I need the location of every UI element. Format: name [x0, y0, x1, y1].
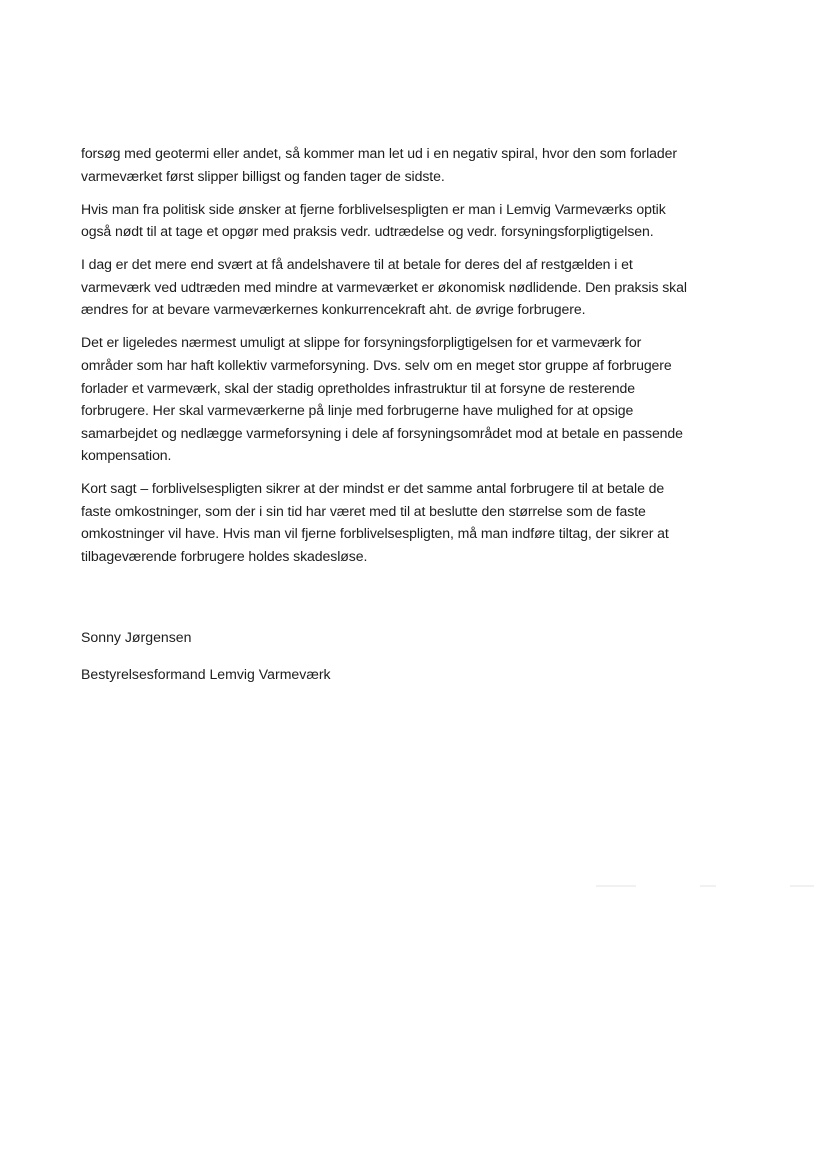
text-line: samarbejdet og nedlægge varmeforsyning i dele af forsyningsområdet mod at betale en passende: [81, 424, 683, 441]
paragraph-5: [81, 477, 741, 567]
text-line: områder som har haft kollektiv varmeforsyning. Dvs. selv om en meget stor gruppe af forbrugere: [81, 356, 672, 373]
text-line: Hvis man fra politisk side ønsker at fjerne forblivelsespligten er man i Lemvig Varmeværks optik: [81, 200, 666, 217]
text-line: faste omkostninger, som der i sin tid har været med til at beslutte den størrelse som de faste: [81, 502, 646, 519]
text-line: omkostninger vil have. Hvis man vil fjerne forblivelsespligten, må man indføre tiltag, der sikrer at: [81, 525, 669, 542]
signature-name: Sonny Jørgensen: [81, 629, 192, 645]
text-line: også nødt til at tage et opgør med praksis vedr. udtrædelse og vedr. forsyningsforpligtigelsen.: [81, 223, 654, 240]
paragraph-3: [81, 253, 741, 321]
signature-title: Bestyrelsesformand Lemvig Varmeværk: [81, 666, 331, 682]
text-line: tilbageværende forbrugere holdes skadesløse.: [81, 548, 368, 565]
scan-artifact: [790, 885, 814, 887]
paragraph-2: [81, 198, 741, 243]
text-line: kompensation.: [81, 447, 172, 464]
text-line: forlader et varmeværk, skal der stadig opretholdes infrastruktur til at forsyne de resterende: [81, 379, 635, 396]
letter-body: [81, 142, 741, 578]
text-line: forbrugere. Her skal varmeværkerne på linje med forbrugerne have mulighed for at opsige: [81, 402, 634, 419]
scan-artifact: [700, 885, 716, 887]
text-line: I dag er det mere end svært at få andelshavere til at betale for deres del af restgælden i et: [81, 256, 633, 273]
paragraph-1: [81, 142, 741, 187]
scan-artifact: [596, 885, 636, 887]
text-line: ændres for at bevare varmeværkernes konkurrencekraft aht. de øvrige forbrugere.: [81, 301, 586, 318]
text-line: varmeværket først slipper billigst og fanden tager de sidste.: [81, 167, 445, 184]
text-line: Kort sagt – forblivelsespligten sikrer at der mindst er det samme antal forbrugere til at betale de: [81, 480, 665, 497]
text-line: varmeværk ved udtræden med mindre at varmeværket er økonomisk nødlidende. Den praksis skal: [81, 278, 687, 295]
paragraph-4: [81, 331, 741, 467]
text-line: Det er ligeledes nærmest umuligt at slippe for forsyningsforpligtigelsen for et varmeværk for: [81, 334, 642, 351]
text-line: forsøg med geotermi eller andet, så kommer man let ud i en negativ spiral, hvor den som forlader: [81, 145, 677, 161]
